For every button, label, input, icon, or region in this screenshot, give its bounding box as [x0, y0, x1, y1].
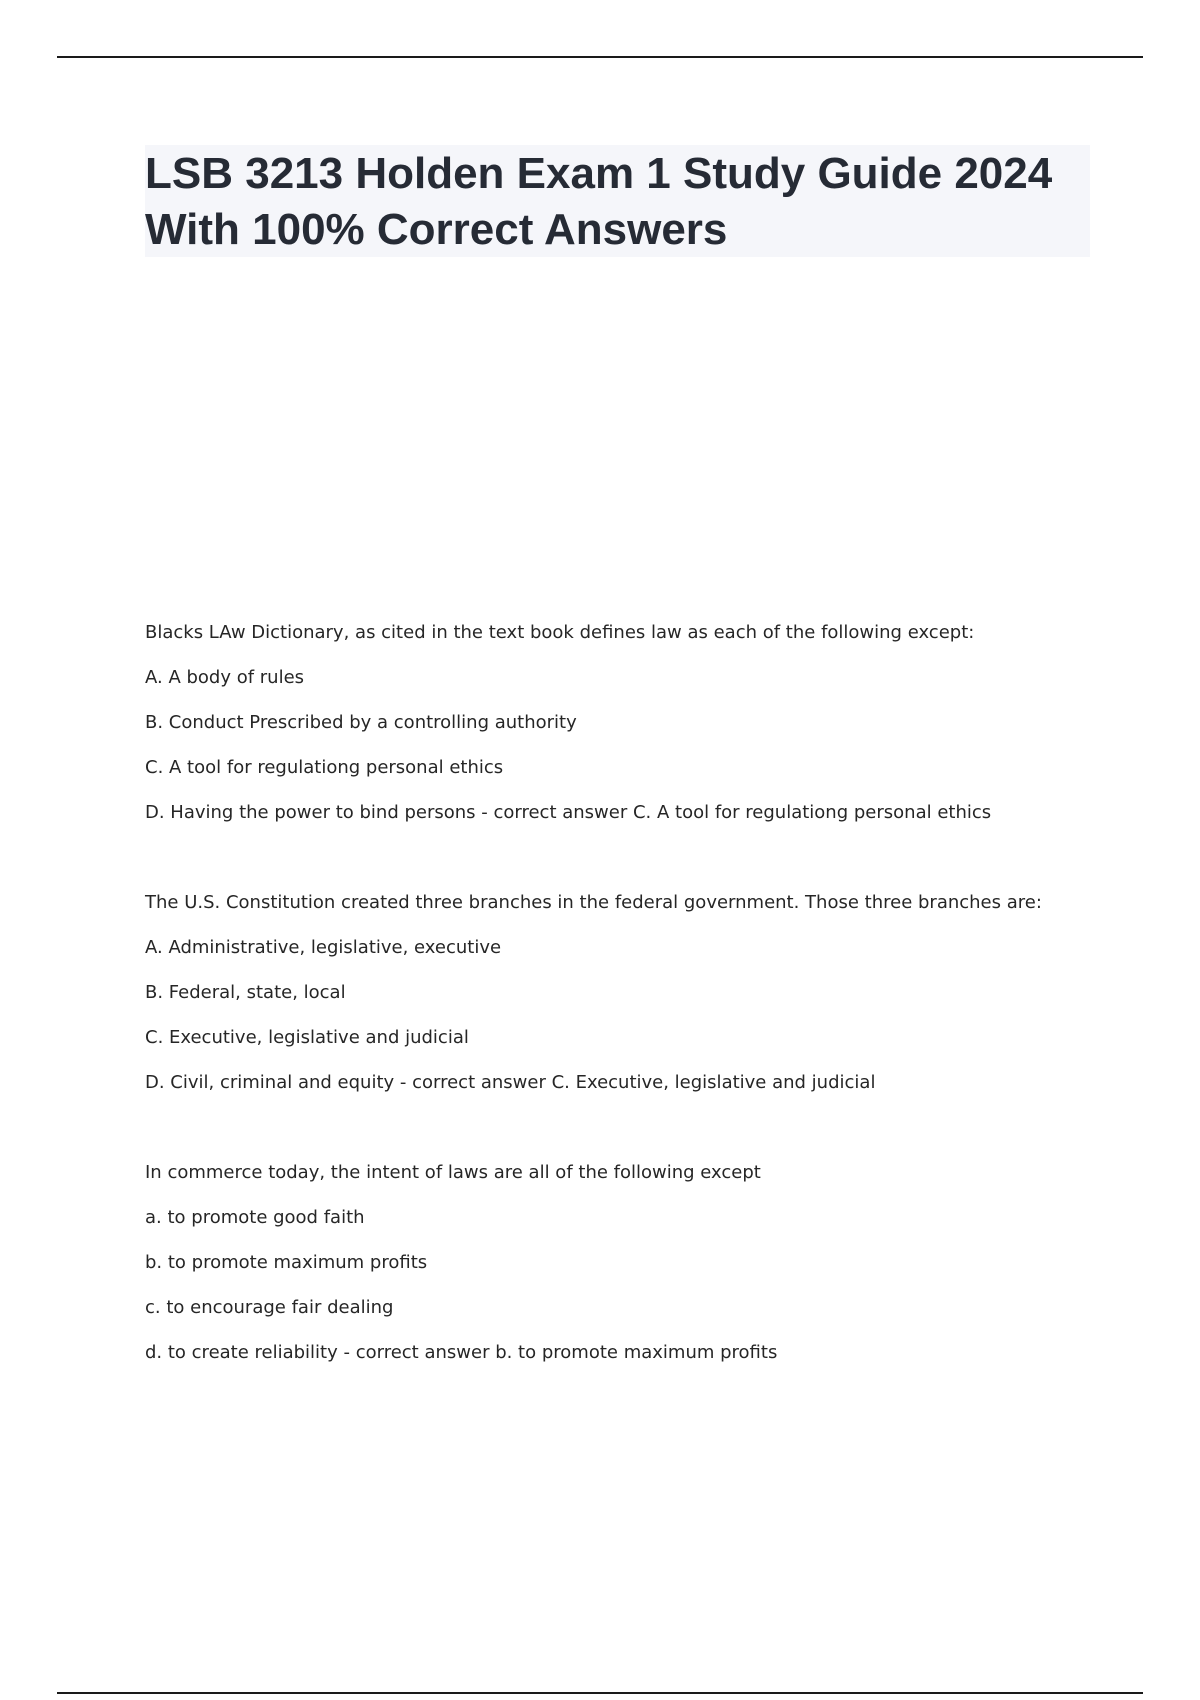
answer-option: c. to encourage fair dealing	[145, 1297, 394, 1318]
footer-rule	[57, 1692, 1143, 1694]
header-rule	[57, 56, 1143, 58]
question-list	[145, 618, 1105, 1428]
answer-option: A. A body of rules	[145, 667, 305, 688]
answer-option: C. A tool for regulationg personal ethics	[145, 757, 504, 778]
answer-option-with-correct-answer: D. Civil, criminal and equity - correct answer C. Executive, legislative and judicial	[145, 1072, 876, 1093]
answer-option: C. Executive, legislative and judicial	[145, 1027, 469, 1048]
answer-option-with-correct-answer: D. Having the power to bind persons - correct answer C. A tool for regulationg personal ethics	[145, 802, 992, 823]
question-block-2	[145, 888, 1105, 1113]
question-block-3	[145, 1158, 1105, 1383]
answer-option: B. Conduct Prescribed by a controlling authority	[145, 712, 577, 733]
answer-option: a. to promote good faith	[145, 1207, 365, 1228]
question-text: The U.S. Constitution created three branches in the federal government. Those three branches are:	[145, 892, 1042, 913]
question-block-1	[145, 618, 1105, 843]
answer-option-with-correct-answer: d. to create reliability - correct answer b. to promote maximum profits	[145, 1342, 778, 1363]
answer-option: A. Administrative, legislative, executive	[145, 937, 502, 958]
answer-option: B. Federal, state, local	[145, 982, 346, 1003]
question-text: Blacks LAw Dictionary, as cited in the text book defines law as each of the following except:	[145, 622, 975, 643]
document-title: LSB 3213 Holden Exam 1 Study Guide 2024 With 100% Correct Answers	[145, 149, 1053, 254]
question-text: In commerce today, the intent of laws are all of the following except	[145, 1162, 761, 1183]
answer-option: b. to promote maximum profits	[145, 1252, 428, 1273]
